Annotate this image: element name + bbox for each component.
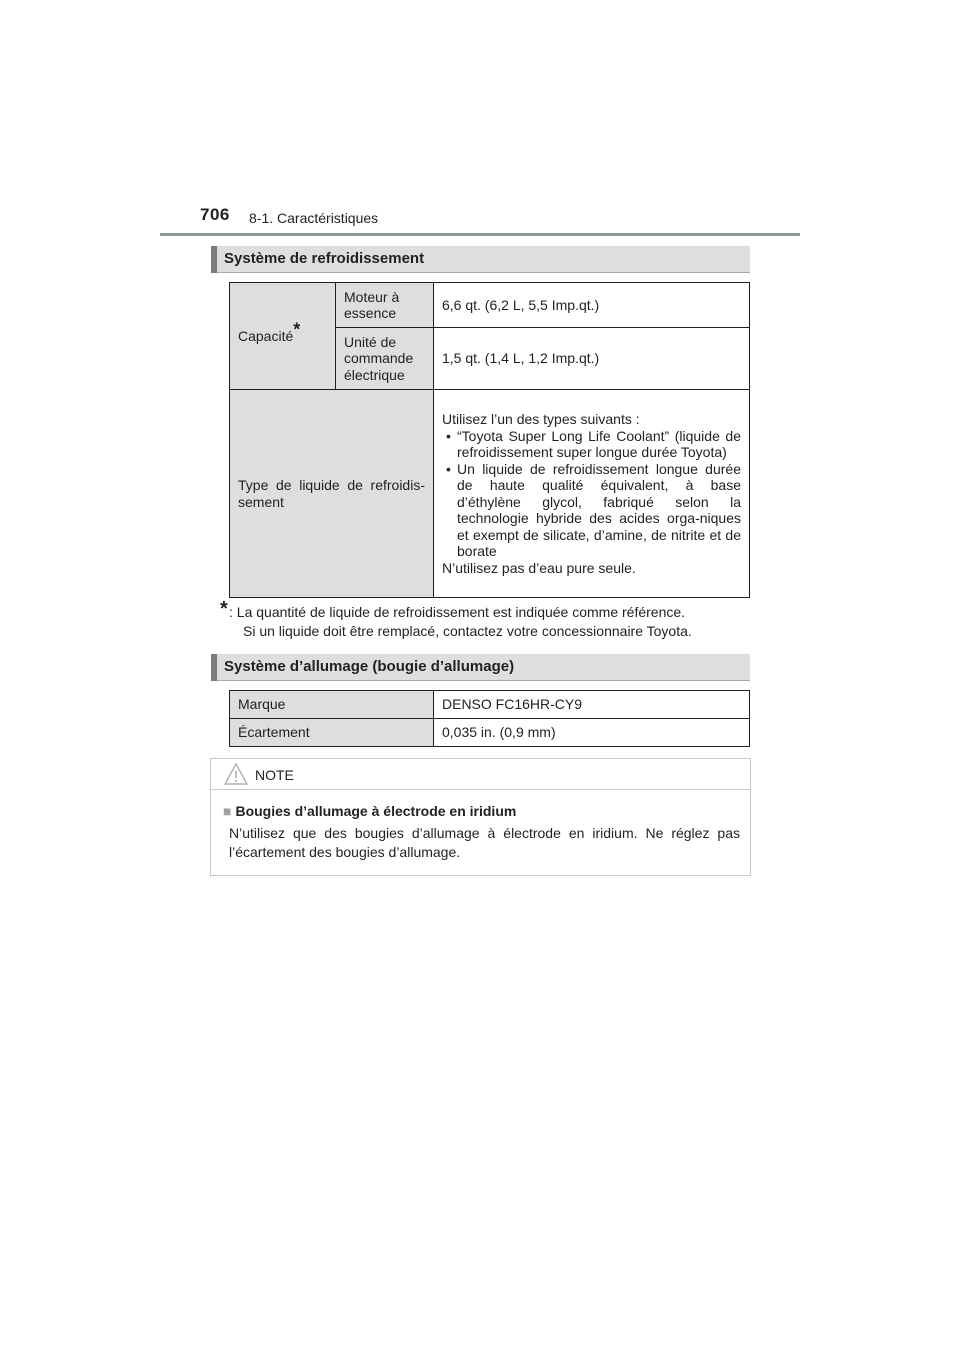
footnote <box>220 598 749 641</box>
capacity-label-cell <box>230 283 336 390</box>
section-heading-bar <box>211 246 217 273</box>
capacity-value: 6,6 qt. (6,2 L, 5,5 Imp.qt.) <box>434 283 750 328</box>
note-label: NOTE <box>255 767 294 783</box>
square-bullet-icon: ■ <box>223 803 232 819</box>
capacity-sub-label: Moteur à essence <box>336 283 434 328</box>
table-row <box>230 719 750 747</box>
section-heading-ignition <box>211 654 750 681</box>
section-heading-text: Système de refroidissement <box>224 250 425 267</box>
footnote-line: Si un liquide doit être remplacé, contactez votre concessionnaire Toyota. <box>243 623 692 639</box>
capacity-sub-label: Unité de commande électrique <box>336 328 434 390</box>
coolant-type-value <box>434 390 750 598</box>
warning-triangle-icon <box>224 763 248 785</box>
ignition-value: DENSO FC16HR-CY9 <box>434 691 750 719</box>
header-rule <box>160 233 800 236</box>
footnote-line: : La quantité de liquide de refroidissement est indiquée comme référence. <box>229 604 686 620</box>
table-row <box>230 283 750 328</box>
ignition-value: 0,035 in. (0,9 mm) <box>434 719 750 747</box>
cooling-table <box>229 282 750 598</box>
ignition-label: Marque <box>230 691 434 719</box>
list-item: • Un liquide de refroidissement longue durée de haute qualité équivalent, à base d’éthylène glycol, fabriqué selon la technologie hybride des acides orga-niques et exempt de silicate, d’amine, de nitrite et de borate <box>442 461 741 560</box>
page-number: 706 <box>200 205 230 224</box>
chapter-title: 8-1. Caractéristiques <box>249 210 379 226</box>
note-body: N’utilisez que des bougies d’allumage à électrode en iridium. Ne réglez pas l’écartement des bougies d’allumage. <box>229 825 740 860</box>
coolant-outro: N’utilisez pas d’eau pure seule. <box>442 559 636 576</box>
capacity-value: 1,5 qt. (1,4 L, 1,2 Imp.qt.) <box>434 328 750 390</box>
table-row <box>230 691 750 719</box>
coolant-list <box>442 428 741 560</box>
note-box <box>210 758 751 876</box>
footnote-star: * <box>293 319 301 340</box>
ignition-table <box>229 690 750 747</box>
note-header <box>211 759 750 790</box>
section-heading-text: Système d’allumage (bougie d’allumage) <box>224 658 515 675</box>
section-heading-cooling <box>211 246 750 273</box>
footnote-star: * <box>220 598 228 620</box>
table-row <box>230 390 750 598</box>
list-item: • “Toyota Super Long Life Coolant” (liquide de refroidissement super longue durée Toyota) <box>442 428 741 461</box>
note-title-text: Bougies d’allumage à électrode en iridium <box>235 803 517 819</box>
coolant-type-label: Type de liquide de refroidis-sement <box>230 390 434 598</box>
note-title <box>223 803 516 819</box>
coolant-intro: Utilisez l’un des types suivants : <box>442 411 640 427</box>
capacity-label: Capacité <box>238 327 294 344</box>
section-heading-bar <box>211 654 217 681</box>
ignition-label: Écartement <box>230 719 434 747</box>
